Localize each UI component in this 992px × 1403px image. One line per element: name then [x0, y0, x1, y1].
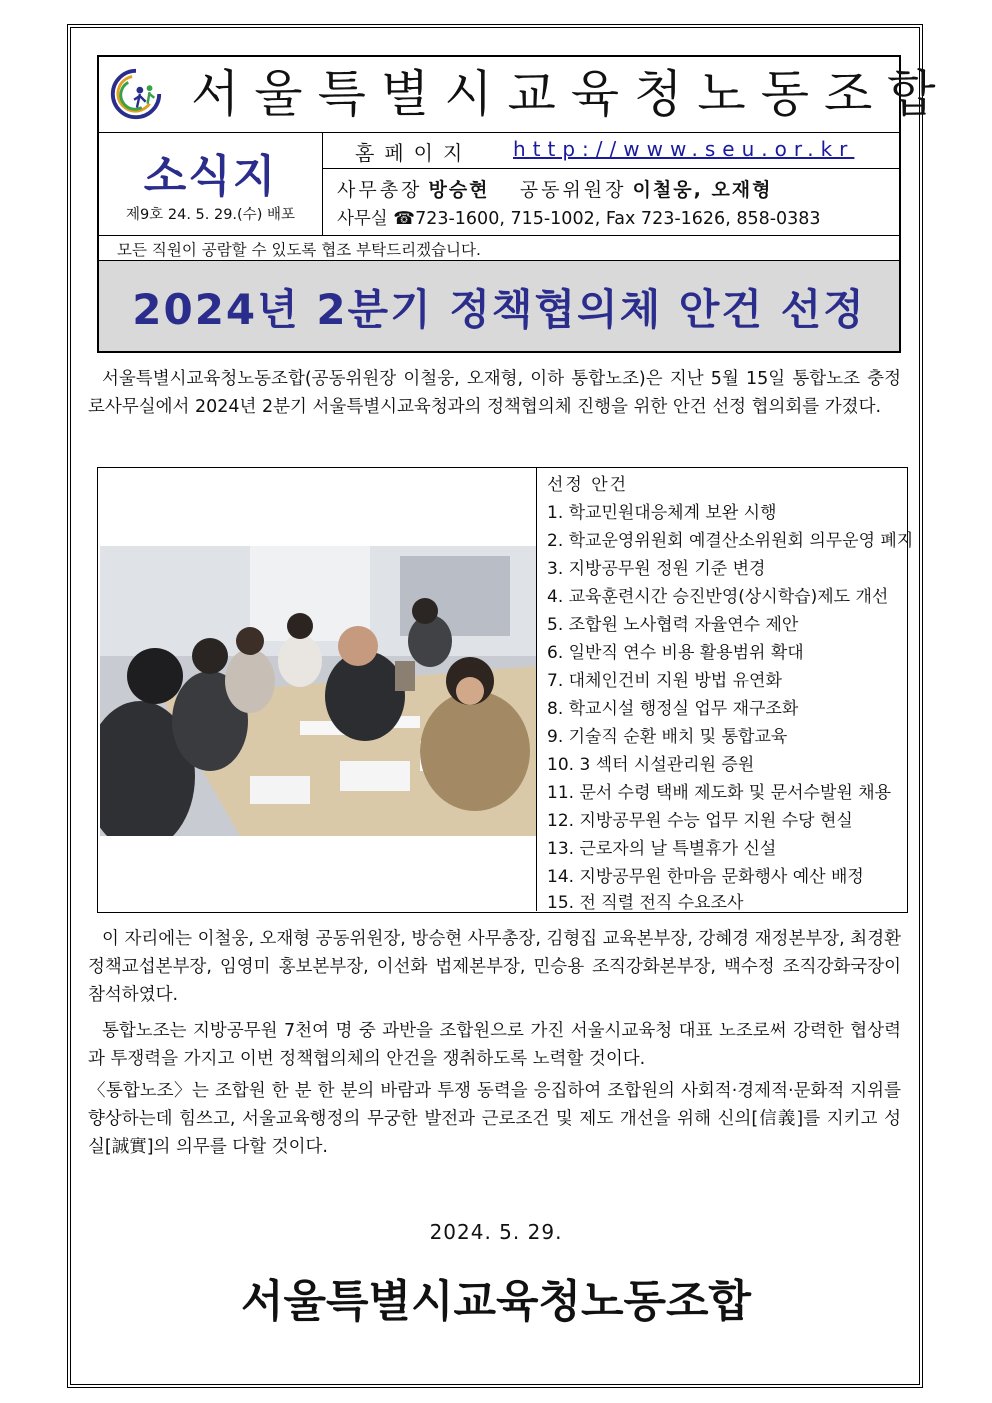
attendees-paragraph: 이 자리에는 이철웅, 오재형 공동위원장, 방승현 사무총장, 김형집 교육본부장, 강혜경 재정본부장, 최경환 정책교섭본부장, 임영미 홍보본부장, 이선화 법제본부장, 민승용 조직강화본부장, 백수정 조직강화국장이 참석하였다.	[88, 929, 902, 1005]
newsletter-label: 소식지	[143, 151, 278, 202]
agenda-item: 8. 학교시설 행정실 업무 재구조화	[547, 699, 799, 719]
masthead-title: 서울특별시교육청노동조합	[191, 65, 951, 123]
intro-paragraph: 서울특별시교육청노동조합(공동위원장 이철웅, 오재형, 이하 통합노조)은 지난 5월 15일 통합노조 충정로사무실에서 2024년 2분기 서울특별시교육청과의 정책협의체 진행을 위한 안건 선정 협의회를 가졌다.	[88, 369, 901, 417]
issue-date: 2024. 5. 29.	[429, 1220, 563, 1244]
agenda-item: 3. 지방공무원 정원 기준 변경	[547, 559, 766, 579]
masthead-title-row	[99, 57, 951, 133]
chairs-label: 공동위원장	[519, 179, 627, 201]
officers-line	[337, 175, 773, 202]
secretary-name: 방승현	[428, 179, 490, 201]
agenda-panel	[536, 468, 914, 913]
agenda-item: 13. 근로자의 날 특별휴가 신설	[547, 839, 777, 859]
newsletter-block	[99, 132, 323, 235]
meeting-photo	[100, 546, 536, 836]
secretary-label: 사무총장	[337, 179, 423, 201]
closing-paragraph: 〈통합노조〉는 조합원 한 분 한 분의 바람과 투쟁 동력을 응집하여 조합원의 사회적·경제적·문화적 지위를 향상하는데 힘쓰고, 서울교육행정의 무궁한 발전과 근로조건 및 제도 개선을 위해 신의[信義]를 지키고 성실[誠實]의 의무를 다할 것이다.	[88, 1081, 901, 1157]
agenda-item: 4. 교육훈련시간 승진반영(상시학습)제도 개선	[547, 587, 889, 607]
agenda-item: 1. 학교민원대응체계 보완 시행	[547, 503, 777, 523]
commitment-paragraph: 통합노조는 지방공무원 7천여 명 중 과반을 조합원으로 가진 서울시교육청 대표 노조로써 강력한 협상력과 투쟁력을 가지고 이번 정책협의체의 안건을 쟁취하도록 노력할 것이다.	[88, 1021, 901, 1069]
signoff-org-name: 서울특별시교육청노동조합	[240, 1276, 752, 1327]
agenda-item: 7. 대체인건비 지원 방법 유연화	[547, 671, 782, 691]
photo-agenda-box	[97, 467, 914, 913]
agenda-item: 2. 학교운영위원회 예결산소위원회 의무운영 폐지	[547, 531, 914, 551]
notice-text: 모든 직원이 공람할 수 있도록 협조 부탁드리겠습니다.	[117, 241, 481, 259]
homepage-link[interactable]: http://www.seu.or.kr	[513, 137, 855, 161]
chairs-names: 이철웅, 오재형	[632, 179, 773, 201]
issue-info: 제9호 24. 5. 29.(수) 배포	[126, 207, 295, 223]
meeting-photo-illustration	[100, 546, 536, 836]
notice-bar	[99, 235, 899, 261]
headline: 2024년 2분기 정책협의체 안건 선정	[132, 285, 866, 334]
office-contact: 사무실 ☎723-1600, 715-1002, Fax 723-1626, 858-0383	[337, 209, 821, 229]
agenda-item: 9. 기술직 순환 배치 및 통합교육	[547, 727, 788, 747]
agenda-item: 12. 지방공무원 수능 업무 지원 수당 현실	[547, 811, 853, 831]
masthead	[97, 55, 951, 353]
agenda-item: 11. 문서 수령 택배 제도화 및 문서수발원 채용	[547, 783, 892, 803]
headline-box	[99, 261, 899, 351]
agenda-item: 10. 3 섹터 시설관리원 증원	[547, 755, 755, 775]
homepage-row	[323, 132, 899, 169]
agenda-item: 15. 전 직렬 전직 수요조사	[547, 893, 744, 913]
agenda-item: 6. 일반직 연수 비용 활용범위 확대	[547, 643, 804, 663]
union-logo-icon	[107, 65, 165, 123]
agenda-item: 14. 지방공무원 한마음 문화행사 예산 배정	[547, 867, 864, 887]
agenda-title: 선정 안건	[547, 475, 629, 495]
homepage-label: 홈페이지	[355, 141, 473, 165]
agenda-item: 5. 조합원 노사협력 자율연수 제안	[547, 615, 799, 635]
officers-block	[323, 169, 899, 235]
